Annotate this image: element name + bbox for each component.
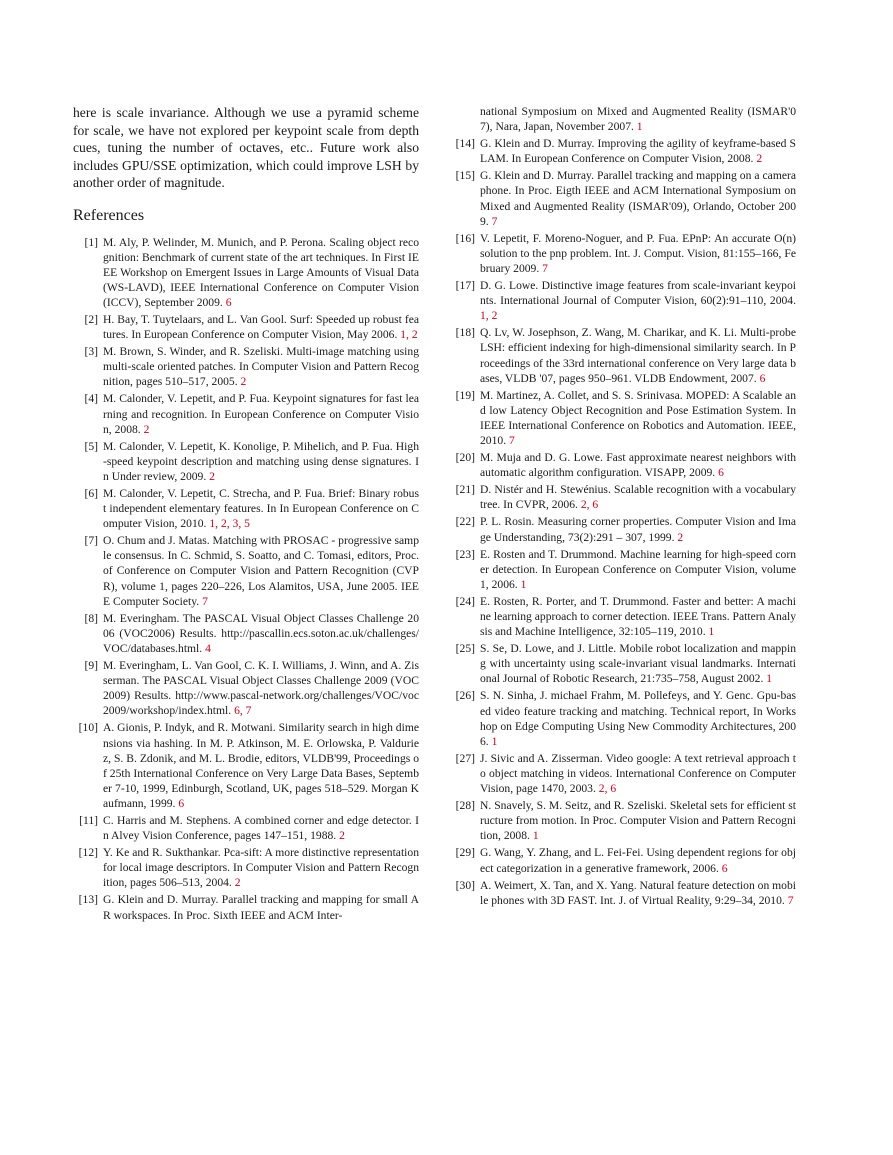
reference-item xyxy=(450,547,796,592)
reference-body: A. Gionis, P. Indyk, and R. Motwani. Similarity search in high dimensions via hashing. In M. P. Atkinson, M. E. Orlowska, P. Valduriez, S. B. Zdonik, and M. L. Brodie, editors, VLDB'99, Proceedings of 25th International Conference on Very Large Data Bases, September 7-10, 1999, Edinburgh, Scotland, UK, pages 518–529. Morgan Kaufmann, 1999. xyxy=(103,721,419,810)
reference-backlinks[interactable]: 2, 6 xyxy=(598,782,617,796)
reference-backlinks[interactable]: 7 xyxy=(542,261,548,275)
reference-backlinks[interactable]: 2 xyxy=(240,375,247,389)
reference-text xyxy=(103,439,419,484)
reference-body: M. Aly, P. Welinder, M. Munich, and P. Perona. Scaling object recognition: Benchmark of current state of the art techniques. In First IEEE Workshop on Emergent Issues in Large Amounts of Visual Data (WS-LAVD), IEEE International Conference on Computer Vision (ICCV), September 2009. xyxy=(103,235,419,309)
reference-number: [18] xyxy=(455,326,475,340)
reference-number: [26] xyxy=(455,689,475,703)
reference-text xyxy=(480,688,796,748)
reference-number: [30] xyxy=(455,878,475,892)
reference-number: [14] xyxy=(455,137,475,151)
reference-number: [12] xyxy=(78,846,98,860)
reference-text xyxy=(103,533,419,608)
reference-number: [10] xyxy=(78,721,98,735)
reference-body: M. Calonder, V. Lepetit, K. Konolige, P. Mihelich, and P. Fua. High-speed keypoint description and matching using dense signatures. In Under review, 2009. xyxy=(103,439,419,483)
reference-text xyxy=(103,720,419,811)
reference-body: M. Everingham. The PASCAL Visual Object Classes Challenge 2006 (VOC2006) Results. http://pascallin.ecs.soton.ac.uk/challenges/VOC/databases.html. xyxy=(103,611,419,655)
reference-backlinks[interactable]: 1 xyxy=(636,120,643,134)
reference-body: O. Chum and J. Matas. Matching with PROSAC - progressive sample consensus. In C. Schmid, S. Soatto, and C. Tomasi, editors, Proc. of Conference on Computer Vision and Pattern Recognition (CVPR), volume 1, pages 220–226, Los Alamitos, USA, June 2005. IEEE Computer Society. xyxy=(103,534,419,608)
reference-body: M. Muja and D. G. Lowe. Fast approximate nearest neighbors with automatic algorithm configuration. VISAPP, 2009. xyxy=(480,451,796,480)
reference-body: C. Harris and M. Stephens. A combined corner and edge detector. In Alvey Vision Conference, pages 147–151, 1988. xyxy=(103,813,419,843)
reference-number: [1] xyxy=(84,235,98,249)
reference-text xyxy=(480,798,796,843)
reference-text xyxy=(103,813,419,843)
reference-body: P. L. Rosin. Measuring corner properties. Computer Vision and Image Understanding, 73(2):291 – 307, 1999. xyxy=(480,515,796,544)
reference-body: M. Everingham, L. Van Gool, C. K. I. Williams, J. Winn, and A. Zisserman. The PASCAL Visual Object Classes Challenge 2009 (VOC2009) Results. http://www.pascal-network.org/challenges/VOC/voc2009/workshop/index.html. xyxy=(103,659,419,718)
reference-item xyxy=(73,845,419,890)
reference-text xyxy=(480,325,796,385)
references-heading: References xyxy=(73,206,145,224)
reference-body: G. Klein and D. Murray. Improving the agility of keyframe-based SLAM. In European Conference on Computer Vision, 2008. xyxy=(480,137,796,166)
reference-item xyxy=(450,878,796,908)
reference-backlinks[interactable]: 1 xyxy=(766,672,773,686)
reference-text xyxy=(480,231,796,276)
reference-number: [15] xyxy=(455,169,475,183)
reference-item xyxy=(73,813,419,843)
reference-backlinks[interactable]: 2 xyxy=(677,530,684,544)
reference-backlinks[interactable]: 6 xyxy=(759,371,766,385)
reference-item xyxy=(450,482,796,512)
reference-item xyxy=(450,845,796,875)
reference-body: J. Sivic and A. Zisserman. Video google: A text retrieval approach to object matching in videos. International Conference on Computer Vision, page 1470, 2003. xyxy=(480,751,796,796)
reference-backlinks[interactable]: 1, 2, 3, 5 xyxy=(209,517,250,531)
reference-backlinks[interactable]: 7 xyxy=(787,893,794,907)
reference-backlinks[interactable]: 6 xyxy=(178,796,185,810)
reference-item xyxy=(73,391,419,436)
reference-backlinks[interactable]: 6 xyxy=(225,295,232,309)
reference-number: [20] xyxy=(455,451,475,465)
reference-text xyxy=(103,845,419,890)
reference-backlinks[interactable]: 6 xyxy=(721,861,728,875)
reference-text xyxy=(103,611,419,656)
reference-item xyxy=(450,231,796,276)
reference-item xyxy=(73,892,419,922)
reference-item xyxy=(73,533,419,608)
reference-text xyxy=(480,514,796,544)
reference-body: G. Klein and D. Murray. Parallel tracking and mapping for small AR workspaces. In Proc. Sixth IEEE and ACM Inter- xyxy=(103,893,419,922)
reference-item xyxy=(450,641,796,686)
reference-body: Q. Lv, W. Josephson, Z. Wang, M. Charikar, and K. Li. Multi-probe LSH: efficient indexing for high-dimensional similarity search. In Proceedings of the 33rd international conference on Very large data bases, VLDB '07, pages 950–961. VLDB Endowment, 2007. xyxy=(480,326,796,385)
reference-item xyxy=(73,658,419,718)
reference-backlinks[interactable]: 1, 2 xyxy=(400,328,418,342)
reference-number: [23] xyxy=(455,547,475,561)
reference-number: [27] xyxy=(455,751,475,765)
reference-backlinks[interactable]: 6, 7 xyxy=(234,704,252,718)
reference-item xyxy=(450,168,796,228)
reference-item xyxy=(450,450,796,480)
reference-body: national Symposium on Mixed and Augmented Reality (ISMAR'07), Nara, Japan, November 2007. xyxy=(480,105,796,134)
reference-text xyxy=(480,878,796,908)
reference-number: [9] xyxy=(84,659,98,673)
reference-number: [24] xyxy=(455,594,475,608)
reference-number: [28] xyxy=(455,799,475,813)
reference-backlinks[interactable]: 2 xyxy=(143,422,150,436)
reference-item xyxy=(73,344,419,389)
reference-text xyxy=(480,136,796,166)
reference-item xyxy=(450,104,796,134)
reference-item xyxy=(73,439,419,484)
reference-number: [17] xyxy=(455,279,475,293)
reference-body: D. Nistér and H. Stewénius. Scalable recognition with a vocabulary tree. In CVPR, 2006. xyxy=(480,483,796,512)
reference-number: [21] xyxy=(455,483,475,497)
reference-text xyxy=(103,892,419,922)
reference-body: N. Snavely, S. M. Seitz, and R. Szeliski. Skeletal sets for efficient structure from motion. In Proc. Computer Vision and Pattern Recognition, 2008. xyxy=(480,799,796,843)
reference-number: [7] xyxy=(84,534,98,548)
reference-backlinks[interactable]: 7 xyxy=(491,214,498,228)
reference-number: [19] xyxy=(455,388,475,402)
reference-body: M. Brown, S. Winder, and R. Szeliski. Multi-image matching using multi-scale oriented patches. In Computer Vision and Pattern Recognition, pages 510–517, 2005. xyxy=(103,345,419,389)
reference-backlinks[interactable]: 6 xyxy=(718,466,724,480)
reference-backlinks[interactable]: 2 xyxy=(209,469,215,483)
reference-text xyxy=(480,641,796,686)
reference-body: G. Wang, Y. Zhang, and L. Fei-Fei. Using dependent regions for object categorization in a generative framework, 2006. xyxy=(480,846,796,875)
reference-text xyxy=(103,391,419,436)
reference-number: [3] xyxy=(84,345,98,359)
reference-text xyxy=(480,845,796,875)
reference-item xyxy=(450,136,796,166)
reference-body: S. Se, D. Lowe, and J. Little. Mobile robot localization and mapping with uncertainty using scale-invariant visual landmarks. International Journal of Robotic Research, 21:735–758, August 2002. xyxy=(480,642,796,686)
reference-number: [16] xyxy=(455,231,475,245)
reference-item xyxy=(450,594,796,639)
reference-text xyxy=(103,312,419,342)
reference-item xyxy=(450,388,796,448)
reference-body: H. Bay, T. Tuytelaars, and L. Van Gool. Surf: Speeded up robust features. In European Conference on Computer Vision, May 2006. xyxy=(103,312,419,342)
reference-text xyxy=(480,168,796,228)
reference-backlinks[interactable]: 1 xyxy=(708,625,715,639)
reference-text xyxy=(480,278,796,323)
reference-list-right xyxy=(450,104,796,908)
reference-backlinks[interactable]: 1 xyxy=(520,577,527,591)
reference-body: M. Calonder, V. Lepetit, C. Strecha, and P. Fua. Brief: Binary robust independent elementary features. In In European Conference on Computer Vision, 2010. xyxy=(103,487,419,531)
reference-text xyxy=(480,450,796,480)
reference-backlinks[interactable]: 7 xyxy=(509,433,515,447)
reference-number: [5] xyxy=(84,439,98,453)
reference-body: Y. Ke and R. Sukthankar. Pca-sift: A more distinctive representation for local image descriptors. In Computer Vision and Pattern Recognition, pages 506–513, 2004. xyxy=(103,846,419,890)
reference-list-left xyxy=(73,235,419,923)
reference-backlinks[interactable]: 2 xyxy=(756,152,763,166)
intro-paragraph: here is scale invariance. Although we use a pyramid scheme for scale, we have not explored per keypoint scale from depth cues, tuning the number of octaves, etc.. Future work also includes GPU/SSE optimization, which could improve LSH by another order of magnitude. xyxy=(73,105,419,190)
reference-text xyxy=(480,547,796,592)
reference-body: A. Weimert, X. Tan, and X. Yang. Natural feature detection on mobile phones with 3D FAST. Int. J. of Virtual Reality, 9:29–34, 2010. xyxy=(480,878,796,907)
reference-item xyxy=(450,798,796,843)
reference-text xyxy=(480,594,796,639)
reference-number: [13] xyxy=(78,893,98,907)
reference-body: V. Lepetit, F. Moreno-Noguer, and P. Fua. EPnP: An accurate O(n) solution to the pnp problem. Int. J. Comput. Vision, 81:155–166, February 2009. xyxy=(480,231,796,275)
reference-item xyxy=(73,235,419,310)
reference-body: M. Calonder, V. Lepetit, and P. Fua. Keypoint signatures for fast learning and recognition. In European Conference on Computer Vision, 2008. xyxy=(103,392,419,436)
left-column xyxy=(73,104,419,925)
reference-backlinks[interactable]: 1 xyxy=(532,829,539,843)
reference-backlinks[interactable]: 2, 6 xyxy=(580,498,599,512)
reference-backlinks[interactable]: 2 xyxy=(339,829,345,843)
reference-item xyxy=(73,312,419,342)
reference-number: [8] xyxy=(84,611,98,625)
reference-item xyxy=(450,688,796,748)
reference-text xyxy=(103,235,419,310)
reference-body: G. Klein and D. Murray. Parallel tracking and mapping on a camera phone. In Proc. Eigth IEEE and ACM International Symposium on Mixed and Augmented Reality (ISMAR'09), Orlando, October 2009. xyxy=(480,169,796,228)
reference-number: [22] xyxy=(455,515,475,529)
reference-item xyxy=(73,611,419,656)
reference-text xyxy=(103,658,419,718)
reference-text xyxy=(480,104,796,134)
reference-text xyxy=(103,344,419,389)
reference-number: [11] xyxy=(79,813,98,827)
reference-body: M. Martinez, A. Collet, and S. S. Srinivasa. MOPED: A Scalable and low Latency Object Recognition and Pose Estimation System. In IEEE International Conference on Robotics and Automation. IEEE, 2010. xyxy=(480,388,796,447)
reference-item xyxy=(450,325,796,385)
reference-item xyxy=(450,751,796,796)
reference-item xyxy=(73,486,419,531)
reference-item xyxy=(450,278,796,323)
reference-text xyxy=(480,751,796,796)
reference-backlinks[interactable]: 2 xyxy=(234,876,241,890)
reference-backlinks[interactable]: 1, 2 xyxy=(480,309,498,323)
reference-number: [4] xyxy=(84,392,98,406)
reference-number: [6] xyxy=(84,487,98,500)
reference-number: [29] xyxy=(455,846,475,860)
reference-item xyxy=(450,514,796,544)
reference-number: [2] xyxy=(84,312,98,326)
reference-number: [25] xyxy=(455,642,475,656)
reference-body: E. Rosten, R. Porter, and T. Drummond. Faster and better: A machine learning approach to corner detection. IEEE Trans. Pattern Analysis and Machine Intelligence, 32:105–119, 2010. xyxy=(480,594,796,639)
reference-backlinks[interactable]: 7 xyxy=(202,594,208,608)
reference-body: S. N. Sinha, J. michael Frahm, M. Pollefeys, and Y. Genc. Gpu-based video feature tracking and matching. Technical report, In Workshop on Edge Computing Using New Commodity Architectures, 2006. xyxy=(480,689,796,748)
reference-body: D. G. Lowe. Distinctive image features from scale-invariant keypoints. International Journal of Computer Vision, 60(2):91–110, 2004. xyxy=(480,279,796,308)
reference-body: E. Rosten and T. Drummond. Machine learning for high-speed corner detection. In European Conference on Computer Vision, volume 1, 2006. xyxy=(480,547,796,591)
reference-text xyxy=(480,482,796,512)
reference-backlinks[interactable]: 1 xyxy=(491,734,498,748)
right-column xyxy=(450,104,796,910)
reference-backlinks[interactable]: 4 xyxy=(205,641,211,655)
reference-text xyxy=(103,486,419,531)
reference-text xyxy=(480,388,796,448)
reference-item xyxy=(73,720,419,811)
